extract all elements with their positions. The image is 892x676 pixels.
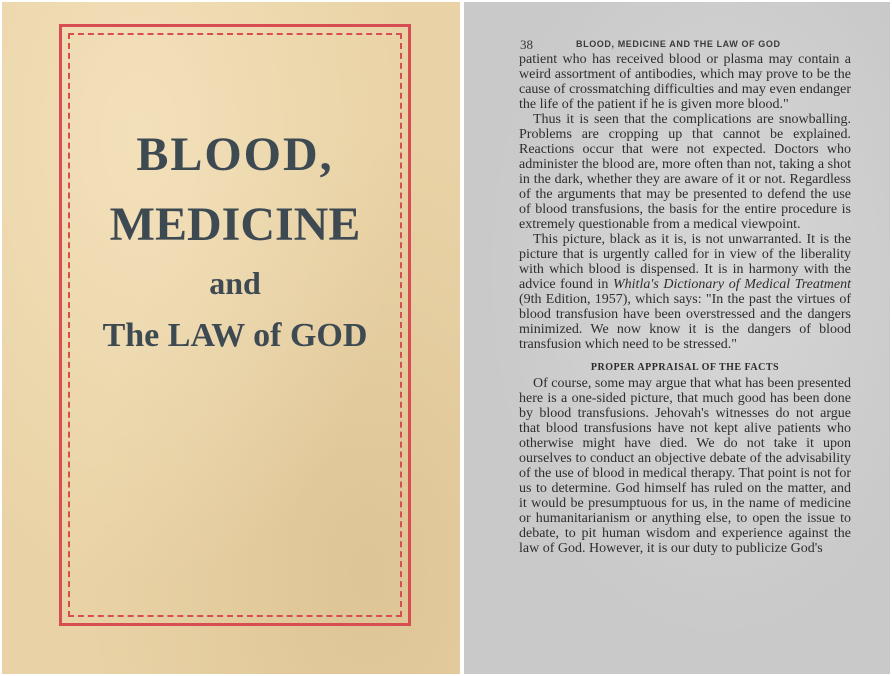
- cover-red-border: [59, 24, 411, 626]
- page-number: 38: [520, 37, 533, 52]
- paragraph-2: Thus it is seen that the complications are snowballing. Problems are cropping up that cannot be explained. Reactions occur that were not expected. Doctors who administer the blood are, more often than not, taking a shot in the dark, whether they are aware of it or not. Regardless of the arguments that may be presented to defend the use of blood transfusions, the basis for the entire procedure is extremely questionable from a medical viewpoint.: [519, 112, 851, 232]
- paragraph-3-text-a: This picture, black as it is, is not unwarranted. It is the picture that is urgently called for in view of the liberality with which blood is dispensed. It is in harmony with the advice found in: [519, 232, 851, 292]
- paragraph-3-text-b: (9th Edition, 1957), which says: "In the past the virtues of blood transfusion have been overstressed and the dangers minimized. We now know it is the dangers of blood transfusion which need to be stressed.": [519, 292, 851, 352]
- booklet-cover: [2, 2, 460, 674]
- paragraph-3-book-title: Whitla's Dictionary of Medical Treatment: [613, 277, 851, 292]
- cover-title-line-1: BLOOD,: [136, 128, 334, 181]
- book-page: [464, 2, 890, 674]
- section-heading: PROPER APPRAISAL OF THE FACTS: [590, 362, 780, 373]
- paragraph-4: Of course, some may argue that what has been presented here is a one-sided picture, that much good has been done by blood transfusions. Jehovah's witnesses do not argue that blood transfusions have not kept alive patients who otherwise might have died. We do not take it upon ourselves to conduct an objective debate of the advisability of the use of blood in medical therapy. That point is not for us to determine. God himself has ruled on the matter, and it would be presumptuous for us, in the name of medicine or humanitarianism or anything else, to open the issue to debate, to pit human wisdom and experience against the law of God. However, it is our duty to publicize God's: [519, 376, 851, 556]
- cover-title-line-3: and: [209, 265, 261, 301]
- paragraph-1: patient who has received blood or plasma may contain a weird assortment of antibodies, which may prove to be the cause of crossmatching difficulties and may even endanger the life of the patient if he is given more blood.": [519, 52, 851, 112]
- cover-title-line-2: MEDICINE: [109, 198, 361, 251]
- paragraph-3: [519, 232, 851, 352]
- running-head: BLOOD, MEDICINE AND THE LAW OF GOD: [576, 39, 781, 49]
- page-body: [519, 52, 851, 556]
- cover-title-line-4: The LAW of GOD: [102, 317, 368, 354]
